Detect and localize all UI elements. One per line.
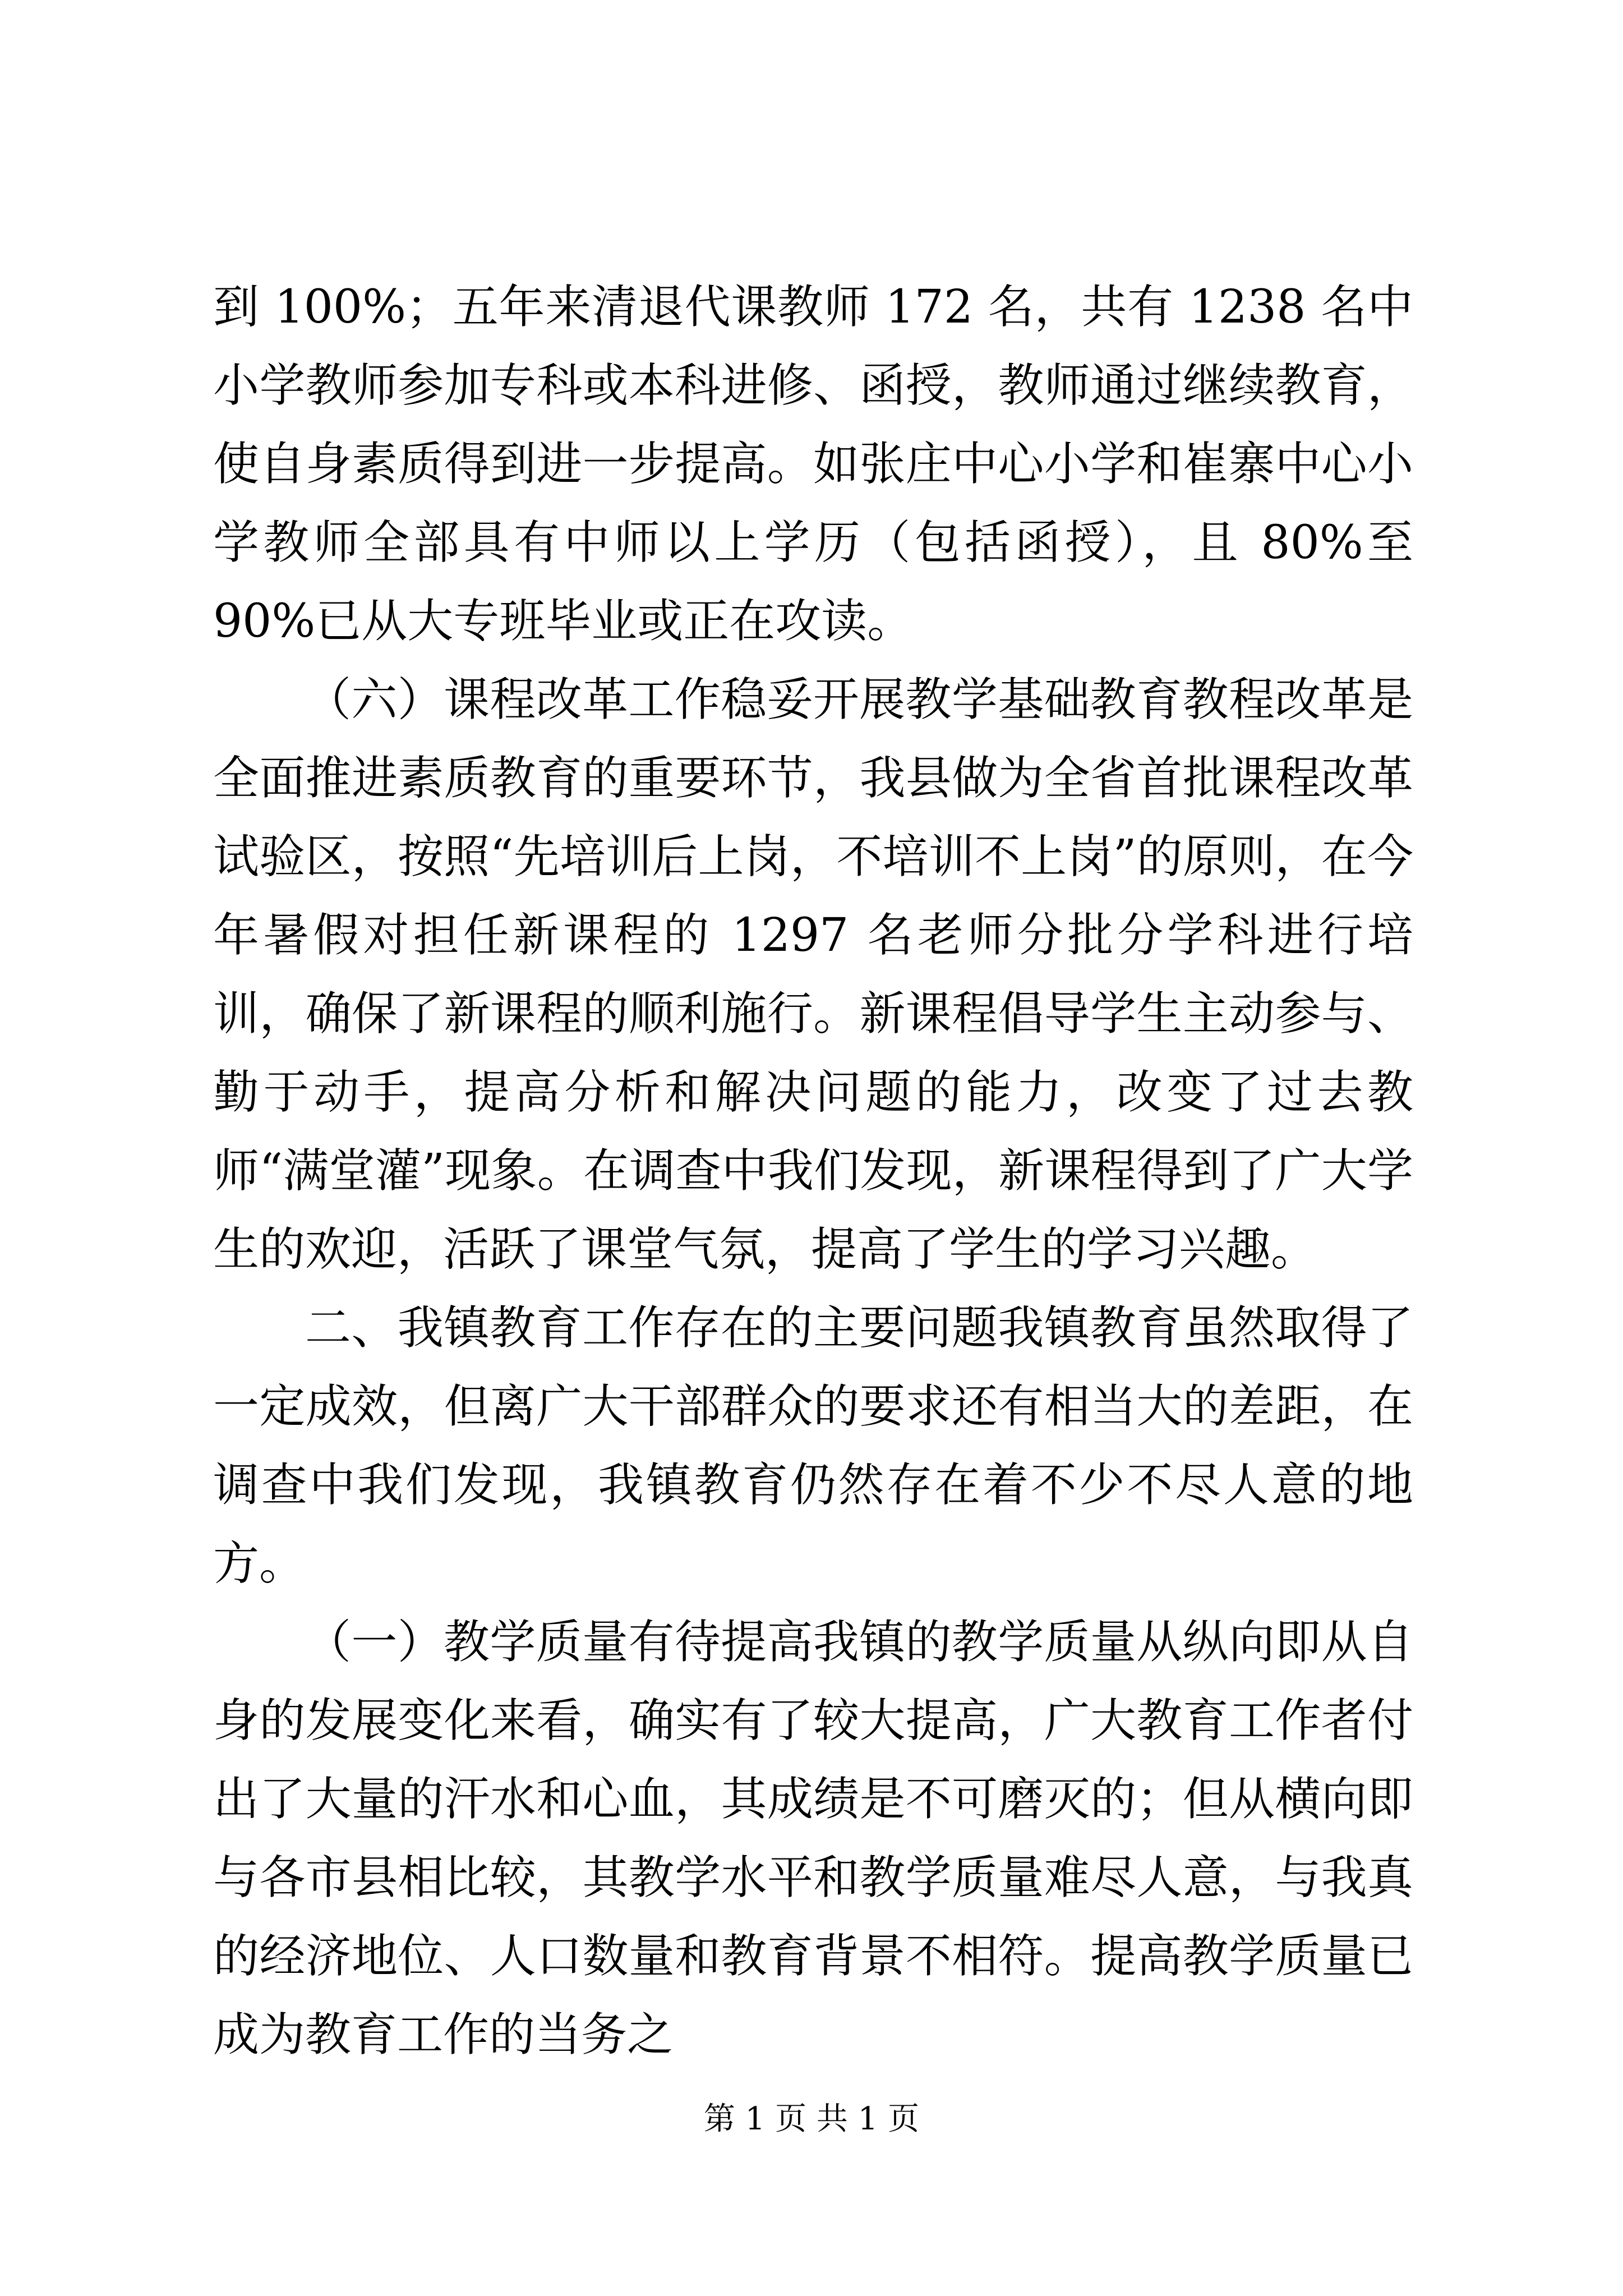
paragraph-main-problems: 二、我镇教育工作存在的主要问题我镇教育虽然取得了一定成效，但离广大干部群众的要求还有相当大的差距，在调查中我们发现，我镇教育仍然存在着不少不尽人意的地方。 [213, 1301, 1413, 1590]
paragraph-teaching-quality: （一）教学质量有待提高我镇的教学质量从纵向即从自身的发展变化来看，确实有了较大提高，广大教育工作者付出了大量的汗水和心血，其成绩是不可磨灭的；但从横向即与各市县相比较，其教学水平和教学质量难尽人意，与我真的经济地位、人口数量和教育背景不相符。提高教学质量已成为教育工作的当务之 [213, 1616, 1413, 2062]
page-footer: 第 1 页 共 1 页 [703, 2101, 920, 2137]
paragraph-curriculum-reform: （六）课程改革工作稳妥开展教学基础教育教程改革是全面推进素质教育的重要环节，我县做为全省首批课程改革试验区，按照“先培训后上岗，不培训不上岗”的原则，在今年暑假对担任新课程的 1297 名老师分批分学科进行培训，确保了新课程的顺利施行。新课程倡导学生主动参与、勤于动手，提高分析和解决问题的能力，改变了过去教师“满堂灌”现象。在调查中我们发现，新课程得到了广大学生的欢迎，活跃了课堂气氛，提高了学生的学习兴趣。 [213, 673, 1413, 1276]
paragraph-continuation: 到 100%；五年来清退代课教师 172 名，共有 1238 名中小学教师参加专科或本科进修、函授，教师通过继续教育，使自身素质得到进一步提高。如张庄中心小学和崔寨中心小学教师全部具有中师以上学历（包括函授），且 80%至 90%已从大专班毕业或正在攻读。 [213, 280, 1413, 648]
document-body [213, 268, 1413, 2074]
